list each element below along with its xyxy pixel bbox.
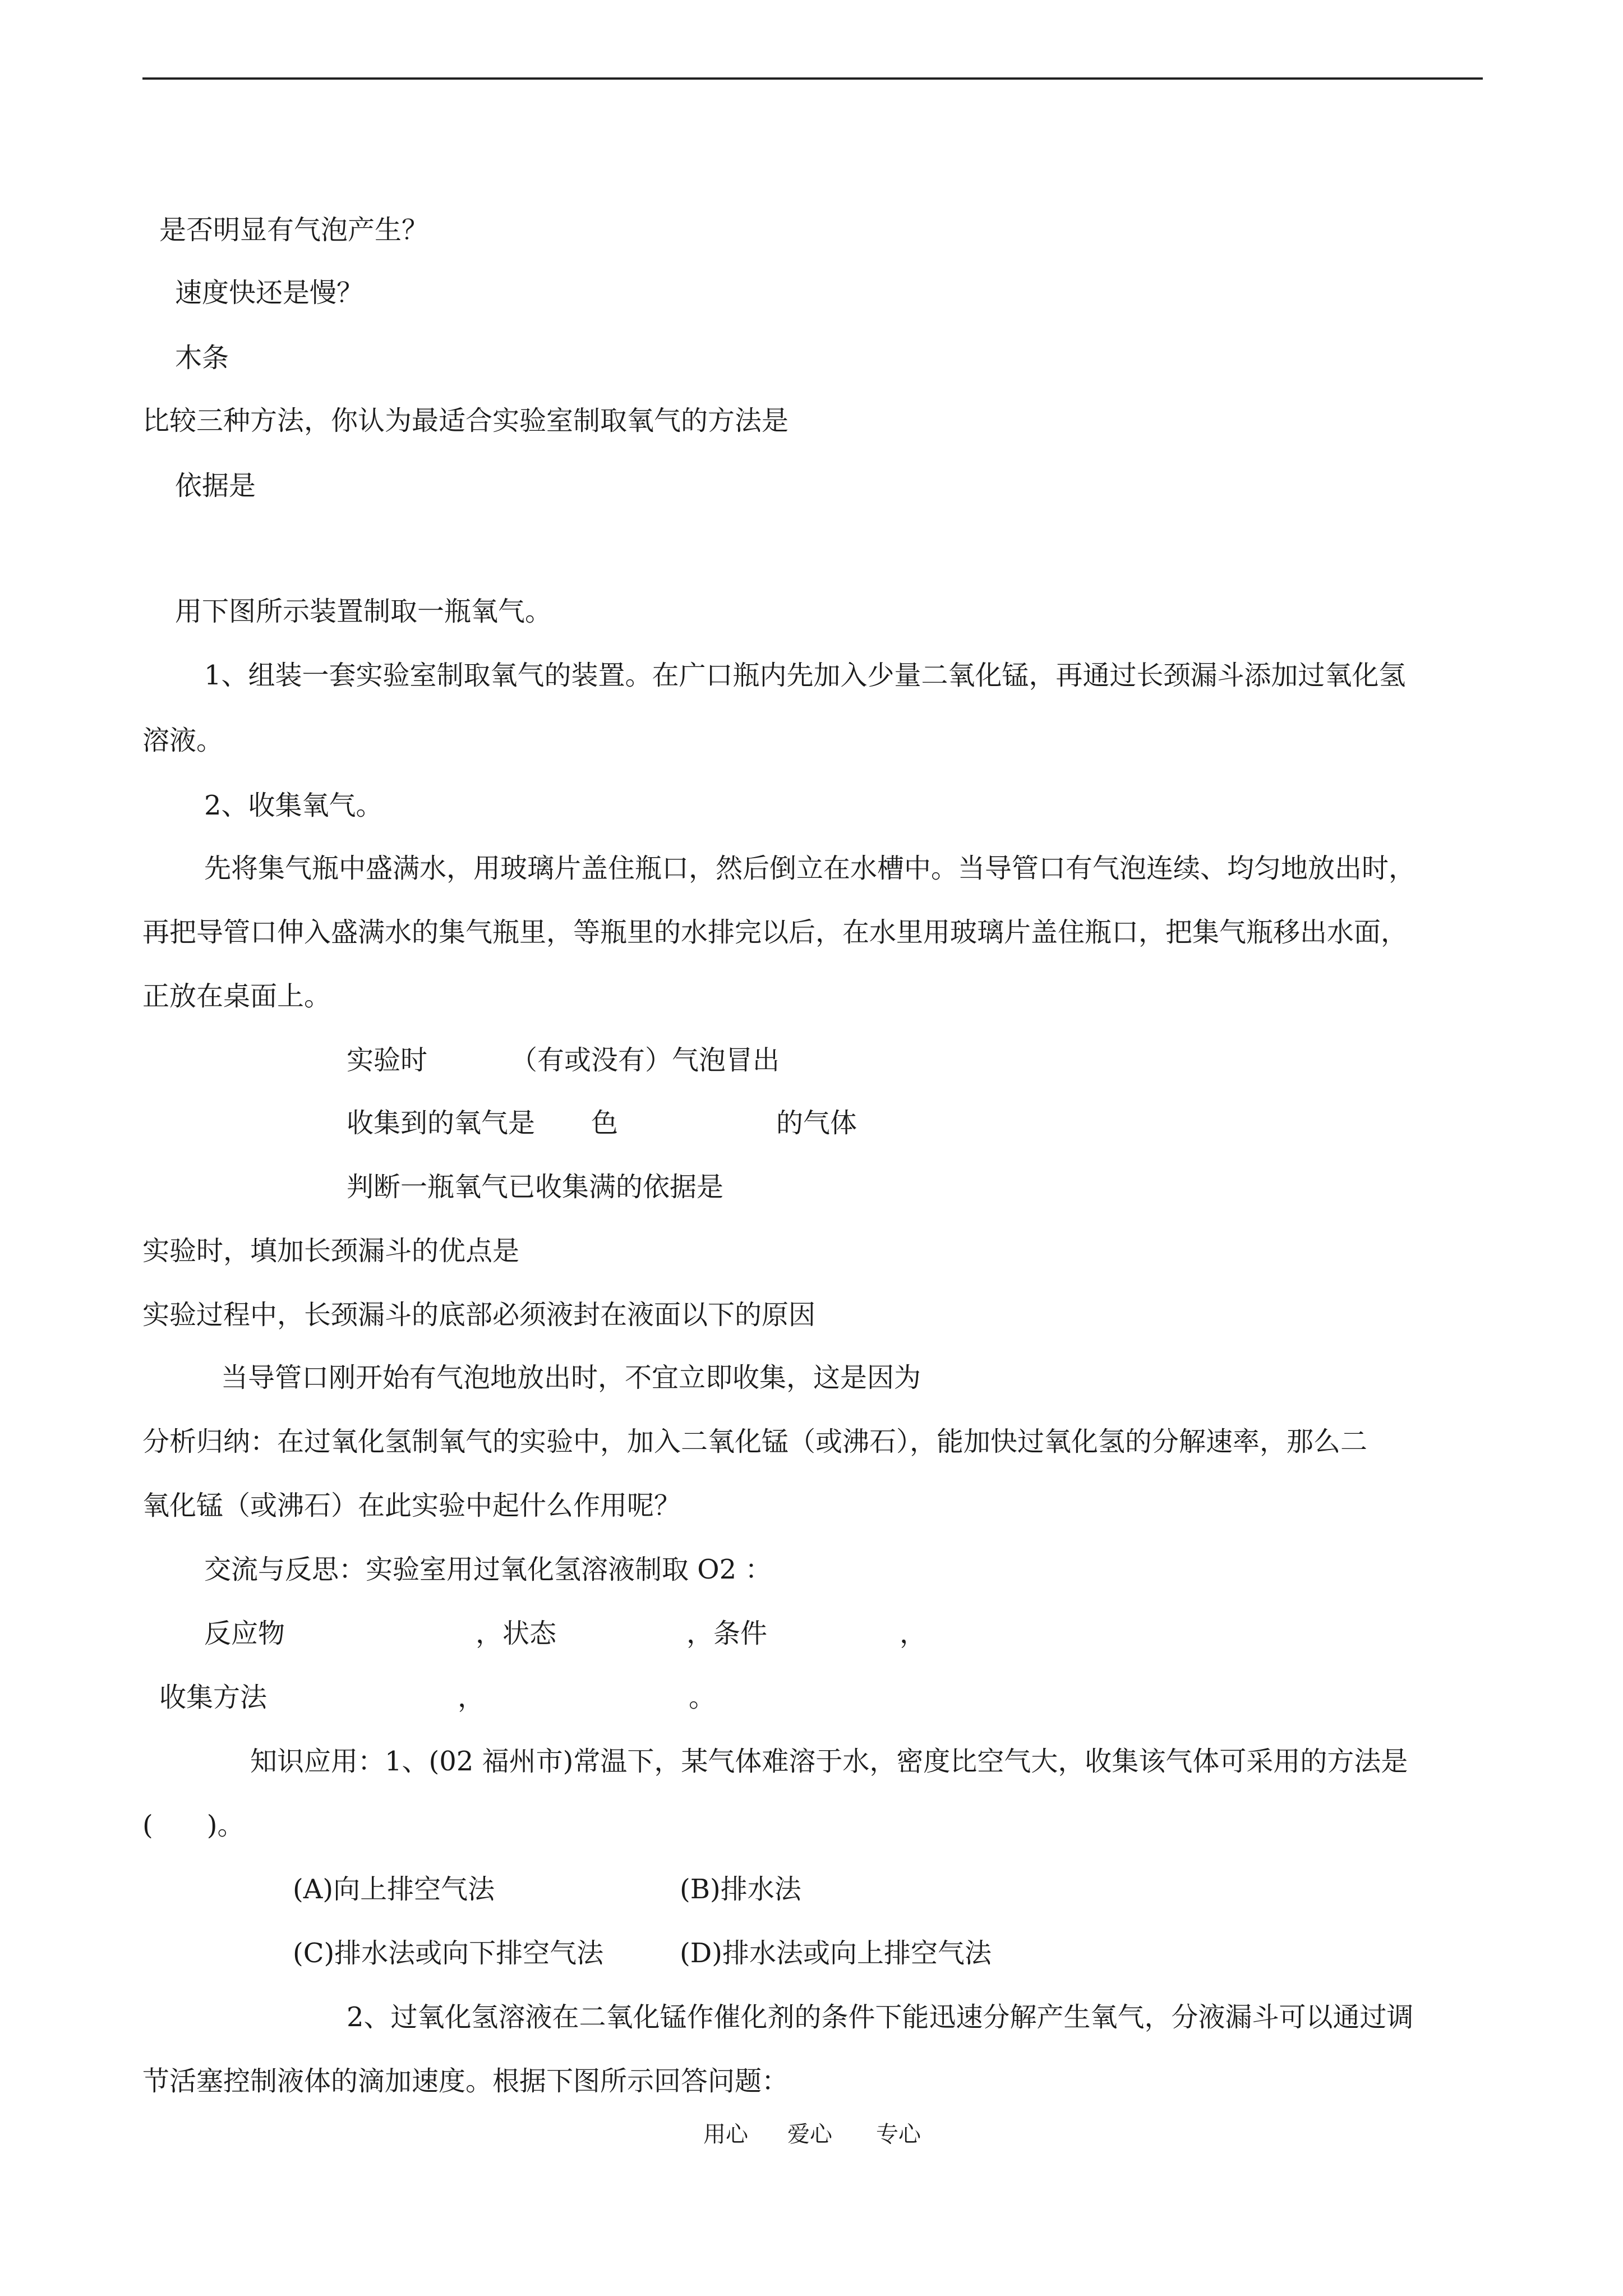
text-line: (D)排水法或向上排空气法 (680, 1938, 992, 1969)
text-line: 2、过氧化氢溶液在二氧化锰作催化剂的条件下能迅速分解产生氧气，分液漏斗可以通过调 (347, 2001, 1414, 2033)
text-line: 比较三种方法，你认为最适合实验室制取氧气的方法是 (142, 405, 789, 436)
text-line: ， (900, 1618, 927, 1649)
text-line: 判断一瓶氧气已收集满的依据是 (347, 1171, 724, 1203)
text-line: 实验时 (347, 1045, 428, 1076)
text-line: 正放在桌面上。 (142, 981, 331, 1012)
text-line: (B)排水法 (680, 1874, 801, 1905)
text-line: 速度快还是慢？ (175, 277, 364, 309)
text-line: (A)向上排空气法 (293, 1874, 495, 1905)
text-line: 。 (689, 1682, 716, 1713)
text-line: 是否明显有气泡产生？ (159, 214, 429, 246)
text-line: 再把导管口伸入盛满水的集气瓶里，等瓶里的水排完以后，在水里用玻璃片盖住瓶口，把集气瓶移出水面， (142, 917, 1408, 948)
text-line: ( )。 (142, 1810, 245, 1841)
text-line: 溶液。 (142, 725, 224, 756)
text-line: 收集到的氧气是 (347, 1107, 536, 1139)
text-line: 知识应用：1、(02 福州市)常温下，某气体难溶于水，密度比空气大，收集该气体可采用的方法是 (250, 1746, 1408, 1777)
text-line: 当导管口刚开始有气泡地放出时，不宜立即收集，这是因为 (221, 1362, 921, 1393)
text-line: 实验过程中，长颈漏斗的底部必须液封在液面以下的原因 (142, 1299, 816, 1331)
text-line: 依据是 (175, 470, 256, 501)
text-line: 用下图所示装置制取一瓶氧气。 (175, 596, 552, 627)
text-line: 收集方法 (159, 1682, 268, 1713)
text-line: 先将集气瓶中盛满水，用玻璃片盖住瓶口，然后倒立在水槽中。当导管口有气泡连续、均匀地放出时， (204, 853, 1416, 884)
header-rule (142, 77, 1483, 80)
text-line: (C)排水法或向下排空气法 (293, 1938, 604, 1969)
text-line: 实验时，填加长颈漏斗的优点是 (142, 1235, 520, 1267)
text-line: （有或没有）气泡冒出 (510, 1045, 780, 1076)
text-line: 节活塞控制液体的滴加速度。根据下图所示回答问题： (142, 2065, 789, 2097)
text-line: 的气体 (776, 1107, 857, 1139)
text-line: ，条件 (686, 1618, 768, 1649)
footer-text: 专心 (876, 2122, 921, 2147)
text-line: 色 (591, 1107, 619, 1139)
text-line: 木条 (175, 342, 229, 374)
footer-text: 用心 (703, 2122, 748, 2147)
text-line: 2、收集氧气。 (204, 790, 383, 821)
text-line: ，状态 (476, 1618, 557, 1649)
footer-text: 爱心 (787, 2122, 832, 2147)
text-line: 反应物 (204, 1618, 285, 1649)
text-line: 1、组装一套实验室制取氧气的装置。在广口瓶内先加入少量二氧化锰，再通过长颈漏斗添加过氧化氢 (204, 660, 1406, 691)
text-line: ， (458, 1682, 485, 1713)
text-line: 分析归纳：在过氧化氢制氧气的实验中，加入二氧化锰（或沸石），能加快过氧化氢的分解速率，那么二 (142, 1426, 1368, 1457)
text-line: 交流与反思：实验室用过氧化氢溶液制取 O2 ： (204, 1554, 772, 1585)
text-line: 氧化锰（或沸石）在此实验中起什么作用呢？ (142, 1490, 681, 1521)
